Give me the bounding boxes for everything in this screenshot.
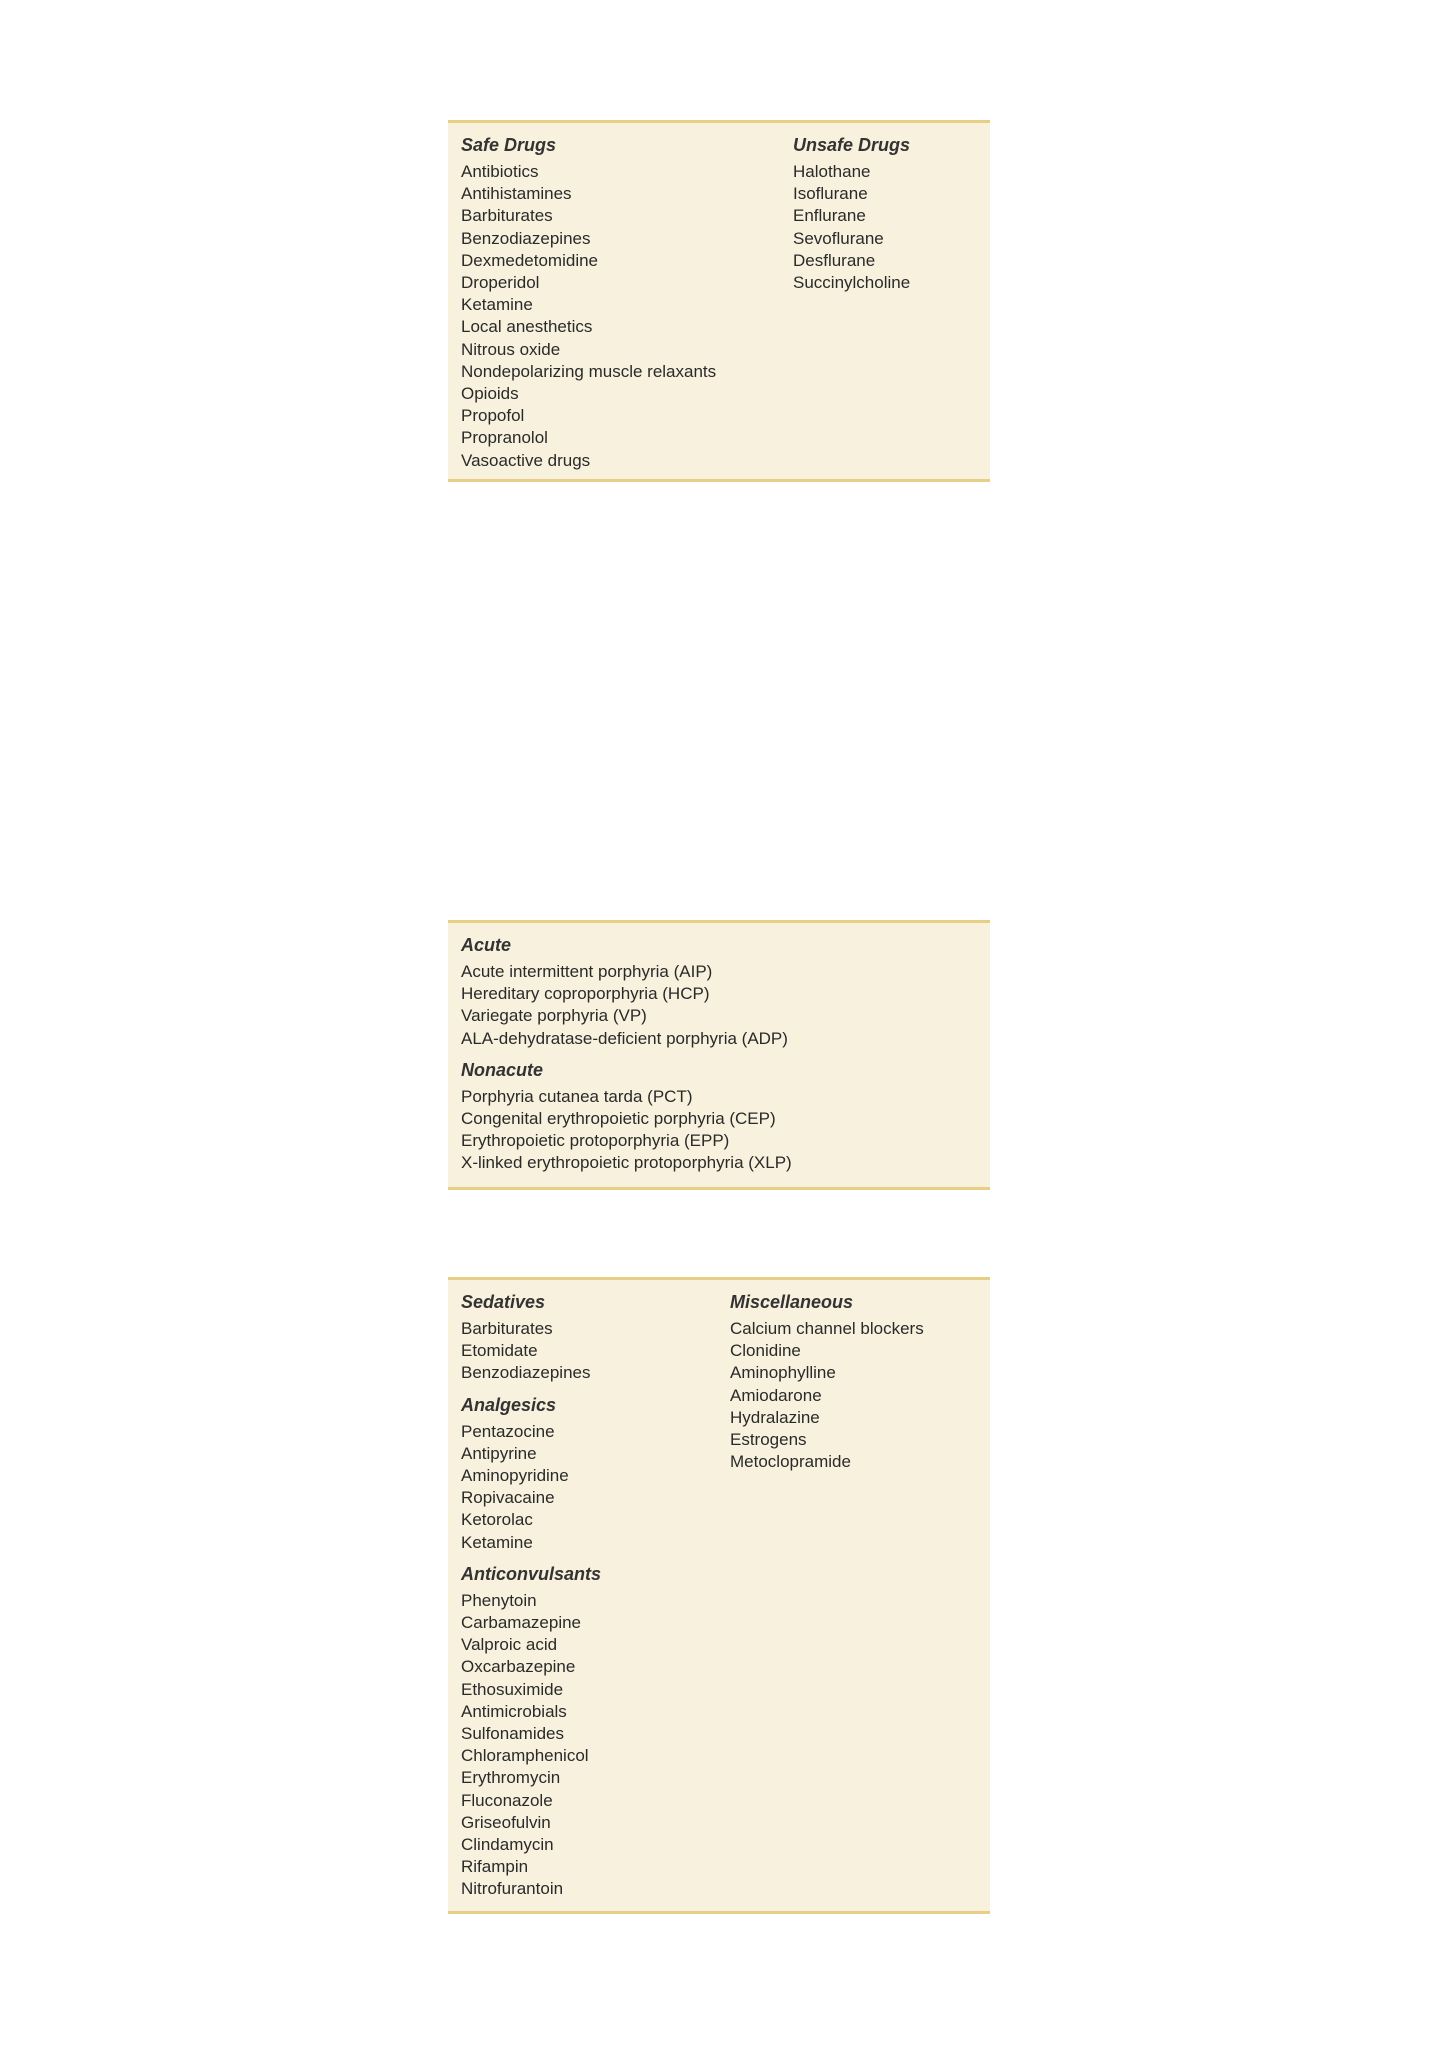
list-item: Etomidate bbox=[461, 1341, 538, 1361]
safe-drugs-column bbox=[461, 133, 716, 472]
list-item: Hereditary coproporphyria (HCP) bbox=[461, 984, 710, 1004]
list-item: Antihistamines bbox=[461, 184, 572, 204]
list-item: Erythromycin bbox=[461, 1768, 561, 1788]
porphyria-classification-table bbox=[448, 920, 990, 1190]
list-item: Barbiturates bbox=[461, 1319, 553, 1338]
list-item: Ketorolac bbox=[461, 1510, 533, 1530]
porphyria-column bbox=[461, 933, 792, 1175]
list-item: Sevoflurane bbox=[793, 228, 884, 248]
list-item: Estrogens bbox=[730, 1430, 807, 1450]
list-item: Vasoactive drugs bbox=[461, 450, 591, 470]
list-item: Fluconazole bbox=[461, 1790, 553, 1810]
list-item: Variegate porphyria (VP) bbox=[461, 1006, 647, 1026]
analgesics-group bbox=[461, 1393, 601, 1554]
list-item: Ketamine bbox=[461, 295, 533, 315]
drug-categories-table bbox=[448, 1277, 990, 1914]
list-item: Clonidine bbox=[730, 1341, 801, 1361]
unsafe-drugs-column bbox=[793, 133, 910, 294]
list-item: Congenital erythropoietic porphyria (CEP) bbox=[461, 1109, 776, 1129]
list-item: Dexmedetomidine bbox=[461, 250, 599, 270]
list-item: Antimicrobials bbox=[461, 1701, 567, 1721]
list-item: Succinylcholine bbox=[793, 273, 911, 293]
sedatives-heading: Sedatives bbox=[461, 1292, 546, 1312]
nonacute-heading: Nonacute bbox=[461, 1059, 544, 1080]
list-item: Aminopyridine bbox=[461, 1466, 569, 1486]
acute-group bbox=[461, 933, 792, 1050]
list-item: Nondepolarizing muscle relaxants bbox=[461, 361, 717, 381]
list-item: Hydralazine bbox=[730, 1407, 820, 1427]
list-item: Clindamycin bbox=[461, 1835, 554, 1855]
nonacute-group bbox=[461, 1058, 792, 1175]
list-item: Benzodiazepines bbox=[461, 1363, 591, 1383]
sedatives-group bbox=[461, 1290, 601, 1385]
list-item: Ropivacaine bbox=[461, 1488, 555, 1508]
list-item: Enflurane bbox=[793, 206, 866, 226]
list-item: Griseofulvin bbox=[461, 1812, 551, 1832]
list-item: Antipyrine bbox=[461, 1443, 537, 1463]
list-item: Rifampin bbox=[461, 1857, 529, 1877]
list-item: Pentazocine bbox=[461, 1421, 555, 1441]
miscellaneous-heading: Miscellaneous bbox=[730, 1292, 854, 1312]
list-item: Local anesthetics bbox=[461, 317, 593, 337]
unsafe-drugs-heading: Unsafe Drugs bbox=[793, 135, 911, 155]
list-item: Sulfonamides bbox=[461, 1724, 565, 1744]
list-item: Barbiturates bbox=[461, 206, 553, 226]
list-item: Amiodarone bbox=[730, 1385, 822, 1405]
list-item: ALA-dehydratase-deficient porphyria (ADP) bbox=[461, 1028, 788, 1048]
list-item: Nitrofurantoin bbox=[461, 1879, 564, 1899]
list-item: Propofol bbox=[461, 406, 525, 426]
acute-heading: Acute bbox=[461, 935, 512, 955]
list-item: Benzodiazepines bbox=[461, 228, 591, 248]
drug-categories-left-column bbox=[461, 1290, 601, 1901]
list-item: Droperidol bbox=[461, 273, 540, 293]
list-item: Aminophylline bbox=[730, 1363, 836, 1383]
list-item: Calcium channel blockers bbox=[730, 1319, 924, 1338]
list-item: Propranolol bbox=[461, 428, 548, 448]
miscellaneous-group bbox=[730, 1290, 924, 1473]
list-item: Acute intermittent porphyria (AIP) bbox=[461, 962, 713, 981]
list-item: Ethosuximide bbox=[461, 1679, 564, 1699]
list-item: Desflurane bbox=[793, 250, 876, 270]
list-item: Isoflurane bbox=[793, 184, 868, 204]
drug-categories-right-column bbox=[730, 1290, 924, 1473]
list-item: X-linked erythropoietic protoporphyria (XLP) bbox=[461, 1153, 792, 1173]
list-item: Metoclopramide bbox=[730, 1452, 851, 1472]
list-item: Porphyria cutanea tarda (PCT) bbox=[461, 1086, 693, 1106]
anticonvulsants-group bbox=[461, 1562, 601, 1901]
list-item: Carbamazepine bbox=[461, 1613, 582, 1633]
list-item: Ketamine bbox=[461, 1532, 533, 1552]
list-item: Nitrous oxide bbox=[461, 339, 561, 359]
list-item: Valproic acid bbox=[461, 1635, 558, 1655]
list-item: Chloramphenicol bbox=[461, 1746, 589, 1766]
safe-unsafe-drugs-table bbox=[448, 120, 990, 482]
safe-drugs-heading: Safe Drugs bbox=[461, 135, 557, 155]
list-item: Halothane bbox=[793, 162, 871, 181]
analgesics-heading: Analgesics bbox=[461, 1394, 557, 1415]
list-item: Opioids bbox=[461, 384, 519, 404]
list-item: Oxcarbazepine bbox=[461, 1657, 576, 1677]
list-item: Erythropoietic protoporphyria (EPP) bbox=[461, 1131, 730, 1151]
list-item: Phenytoin bbox=[461, 1590, 537, 1610]
anticonvulsants-heading: Anticonvulsants bbox=[461, 1563, 602, 1584]
list-item: Antibiotics bbox=[461, 162, 539, 181]
